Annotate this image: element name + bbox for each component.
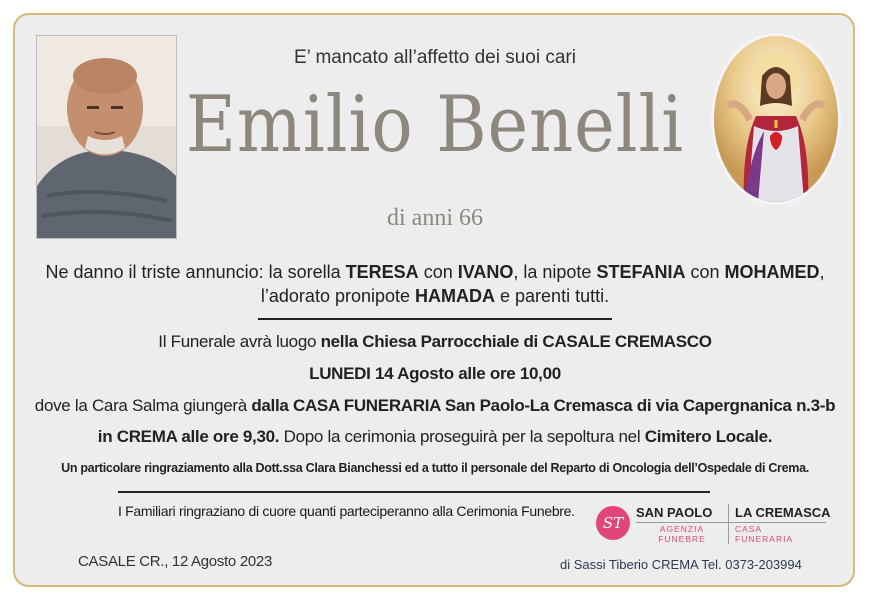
funeral-line-2 bbox=[0, 364, 870, 384]
announcement-line-2 bbox=[0, 286, 870, 307]
logo-monogram: ST bbox=[596, 506, 630, 540]
text: , la nipote bbox=[513, 262, 597, 282]
logo-sub-text: CASA bbox=[735, 524, 763, 534]
text: Ne danno il triste annuncio: la sorella bbox=[45, 262, 346, 282]
funeral-home: dalla CASA FUNERARIA San Paolo-La Cremasca di via Capergnanica n.3-b bbox=[251, 396, 836, 415]
funeral-line-1 bbox=[0, 332, 870, 352]
place-date: CASALE CR., 12 Agosto 2023 bbox=[78, 553, 272, 570]
logo-sub-text: FUNEBRE bbox=[658, 534, 706, 544]
logo-sub-2 bbox=[735, 524, 793, 544]
text: e parenti tutti. bbox=[495, 286, 610, 306]
church: nella Chiesa Parrocchiale di CASALE CREMASCO bbox=[320, 332, 712, 351]
funeral-datetime: LUNEDI 14 Agosto alle ore 10,00 bbox=[309, 364, 561, 383]
logo-sub-text: AGENZIA bbox=[659, 524, 705, 534]
funeral-line-4 bbox=[0, 427, 870, 447]
logo-divider bbox=[728, 504, 729, 544]
arrival-time: in CREMA alle ore 9,30. bbox=[97, 427, 280, 446]
relative-name: HAMADA bbox=[415, 286, 496, 306]
logo-rule bbox=[636, 522, 826, 523]
relative-name: IVANO bbox=[457, 262, 514, 282]
text: con bbox=[685, 262, 725, 282]
special-thanks: Un particolare ringraziamento alla Dott.ssa Clara Bianchessi ed a tutto il personale del Reparto di Oncologia dell’Ospedale di Crema. bbox=[61, 461, 809, 475]
divider bbox=[258, 318, 612, 320]
agency-contact: di Sassi Tiberio CREMA Tel. 0373-203994 bbox=[560, 557, 802, 572]
text: con bbox=[418, 262, 458, 282]
text: dove la Cara Salma giungerà bbox=[34, 396, 252, 415]
family-thanks: I Familiari ringraziano di cuore quanti parteciperanno alla Cerimonia Funebre. bbox=[118, 503, 575, 519]
deceased-age: di anni 66 bbox=[387, 205, 483, 231]
intro-line: E’ mancato all’affetto dei suoi cari bbox=[294, 47, 576, 68]
relative-name: MOHAMED bbox=[724, 262, 820, 282]
text: , bbox=[819, 262, 825, 282]
logo-name-2: LA CREMASCA bbox=[735, 505, 831, 520]
text: l’adorato pronipote bbox=[260, 286, 416, 306]
funeral-home-logo bbox=[592, 500, 832, 548]
text: Il Funerale avrà luogo bbox=[158, 332, 321, 351]
divider bbox=[118, 491, 710, 493]
logo-sub-1 bbox=[644, 524, 720, 544]
announcement-line-1 bbox=[0, 262, 870, 283]
logo-sub-text: FUNERARIA bbox=[735, 534, 794, 544]
cemetery: Cimitero Locale. bbox=[644, 427, 773, 446]
relative-name: TERESA bbox=[345, 262, 419, 282]
relative-name: STEFANIA bbox=[596, 262, 686, 282]
funeral-line-3 bbox=[0, 396, 870, 416]
logo-name-1: SAN PAOLO bbox=[636, 505, 713, 520]
deceased-name: Emilio Benelli bbox=[185, 80, 685, 170]
text: Dopo la cerimonia proseguirà per la sepoltura nel bbox=[279, 427, 645, 446]
